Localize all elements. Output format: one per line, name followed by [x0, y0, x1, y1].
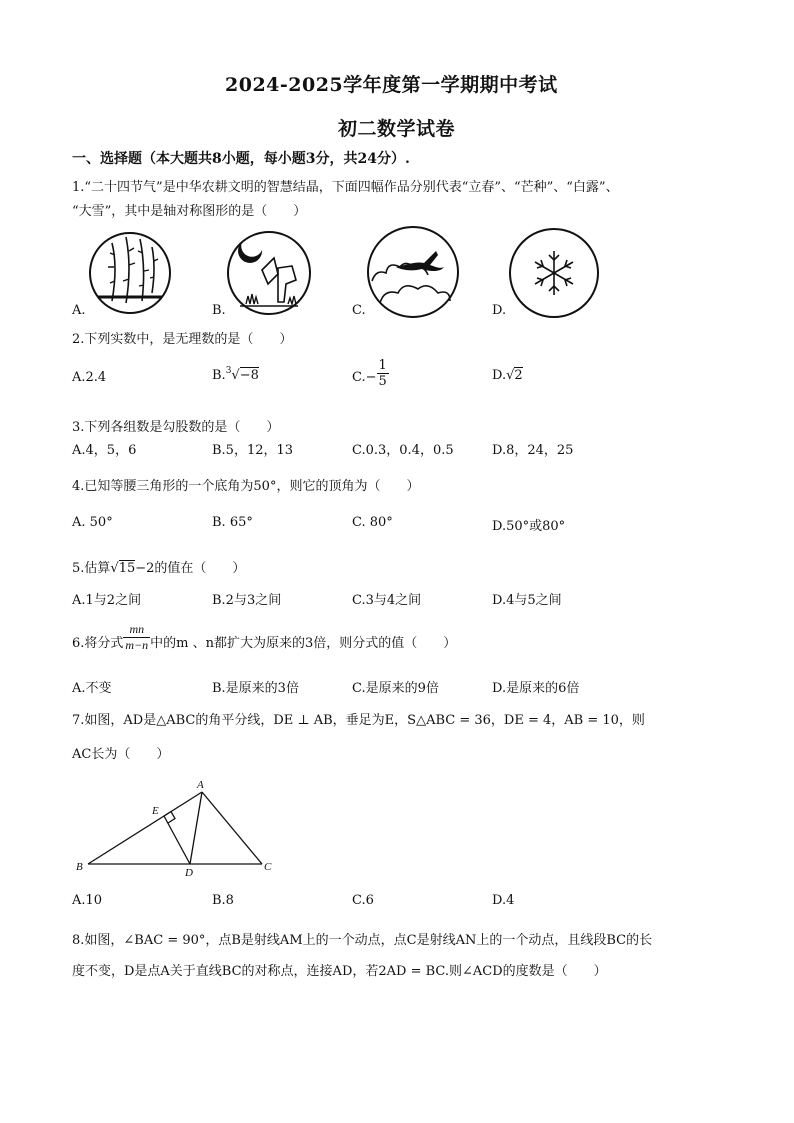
- cube-root-index: 3: [225, 366, 232, 376]
- right-angle-mark: [164, 812, 175, 824]
- label-e: E: [152, 805, 159, 817]
- q6-option-d[interactable]: D.是原来的6倍: [492, 681, 580, 696]
- question-5-prefix: 5.估算: [72, 561, 111, 576]
- q2-option-b[interactable]: [212, 366, 259, 383]
- question-5-radicand: 15: [118, 561, 136, 576]
- square-root-radicand: 2: [514, 368, 523, 383]
- cube-root-radicand: −8: [239, 368, 259, 383]
- snowflake-icon: [508, 227, 600, 319]
- exam-subtitle: 初二数学试卷: [338, 118, 456, 140]
- q3-option-d[interactable]: D.8，24，25: [492, 443, 574, 458]
- label-a: A: [197, 779, 204, 791]
- question-7-line1: 7.如图，AD是△ABC的角平分线，DE ⊥ AB，垂足为E，S△ABC = 36，DE = 4，AB = 10，则: [72, 713, 645, 728]
- q3-option-b[interactable]: B.5，12，13: [212, 443, 294, 458]
- triangle-diagram: [72, 780, 282, 880]
- fraction-denominator: m−n: [125, 638, 149, 652]
- q3-option-c[interactable]: C.0.3，0.4，0.5: [352, 443, 454, 458]
- question-6-prefix: 6.将分式: [72, 636, 124, 651]
- q1-option-d[interactable]: D.: [492, 303, 507, 318]
- flying-bird-over-clouds-icon: [366, 225, 460, 319]
- willow-branches-icon: [88, 231, 172, 315]
- side-ab: [88, 792, 202, 864]
- q1-option-b[interactable]: B.: [212, 303, 226, 318]
- q5-option-c[interactable]: C.3与4之间: [352, 593, 422, 608]
- question-8-line2: 度不变，D是点A关于直线BC的对称点，连接AD，若2AD = BC.则∠ACD的度数是（ ）: [72, 964, 607, 979]
- q2-option-c[interactable]: [352, 358, 389, 389]
- radical-sign-icon: √: [110, 561, 119, 576]
- q2-option-d-label: D.: [492, 368, 507, 383]
- moon-and-figure-icon: [226, 230, 312, 316]
- question-3-stem: 3.下列各组数是勾股数的是（ ）: [72, 420, 280, 435]
- question-5-stem: [72, 557, 245, 576]
- question-1-line2: “大雪”，其中是轴对称图形的是（ ）: [72, 204, 307, 219]
- q2-option-d[interactable]: [492, 368, 523, 383]
- q1-option-a[interactable]: A.: [72, 303, 86, 318]
- q6-option-b[interactable]: B.是原来的3倍: [212, 681, 299, 696]
- segment-de: [164, 816, 190, 864]
- question-2-stem: 2.下列实数中，是无理数的是（ ）: [72, 332, 293, 347]
- q2-option-a[interactable]: A.2.4: [72, 370, 107, 385]
- q6-option-c[interactable]: C.是原来的9倍: [352, 681, 439, 696]
- q2-option-b-label: B.: [212, 368, 226, 383]
- q7-option-a[interactable]: A.10: [72, 893, 103, 908]
- q6-option-a[interactable]: A.不变: [72, 681, 112, 696]
- side-ac: [202, 792, 262, 864]
- label-c: C: [264, 861, 272, 873]
- q7-option-b[interactable]: B.8: [212, 893, 234, 908]
- question-5-suffix: −2的值在（ ）: [135, 561, 246, 576]
- question-6-stem: [72, 622, 456, 653]
- q1-option-c[interactable]: C.: [352, 303, 366, 318]
- q5-option-a[interactable]: A.1与2之间: [72, 593, 142, 608]
- radical-sign-icon: √: [506, 368, 515, 383]
- question-6-suffix: 中的m 、n都扩大为原来的3倍，则分式的值（ ）: [150, 636, 457, 651]
- exam-title: 2024-2025学年度第一学期期中考试: [225, 74, 558, 96]
- fraction-numerator: mn: [123, 622, 150, 638]
- q5-option-b[interactable]: B.2与3之间: [212, 593, 282, 608]
- question-1-line1: 1.“二十四节气”是中华农耕文明的智慧结晶，下面四幅作品分别代表“立春”、“芒种”、“白露”、: [72, 180, 619, 195]
- radical-sign-icon: √: [231, 368, 240, 383]
- q4-option-a[interactable]: A. 50°: [72, 515, 113, 530]
- fraction-denominator: 5: [378, 374, 387, 389]
- question-7-line2: AC长为（ ）: [72, 747, 170, 762]
- label-b: B: [76, 861, 83, 873]
- fraction-numerator: 1: [378, 358, 387, 373]
- section-heading: 一、选择题（本大题共8小题，每小题3分，共24分）.: [72, 151, 410, 167]
- q3-option-a[interactable]: A.4，5，6: [72, 443, 137, 458]
- q2-option-c-label: C.−: [352, 370, 377, 385]
- question-8-line1: 8.如图，∠BAC = 90°，点B是射线AM上的一个动点，点C是射线AN上的一个动点，且线段BC的长: [72, 933, 653, 948]
- q4-option-c[interactable]: C. 80°: [352, 515, 393, 530]
- q5-option-d[interactable]: D.4与5之间: [492, 593, 562, 608]
- segment-ad: [190, 792, 202, 864]
- q7-option-d[interactable]: D.4: [492, 893, 515, 908]
- q4-option-b[interactable]: B. 65°: [212, 515, 253, 530]
- q4-option-d[interactable]: D.50°或80°: [492, 519, 566, 534]
- question-4-stem: 4.已知等腰三角形的一个底角为50°，则它的顶角为（ ）: [72, 479, 420, 494]
- label-d: D: [185, 867, 193, 879]
- q7-option-c[interactable]: C.6: [352, 893, 374, 908]
